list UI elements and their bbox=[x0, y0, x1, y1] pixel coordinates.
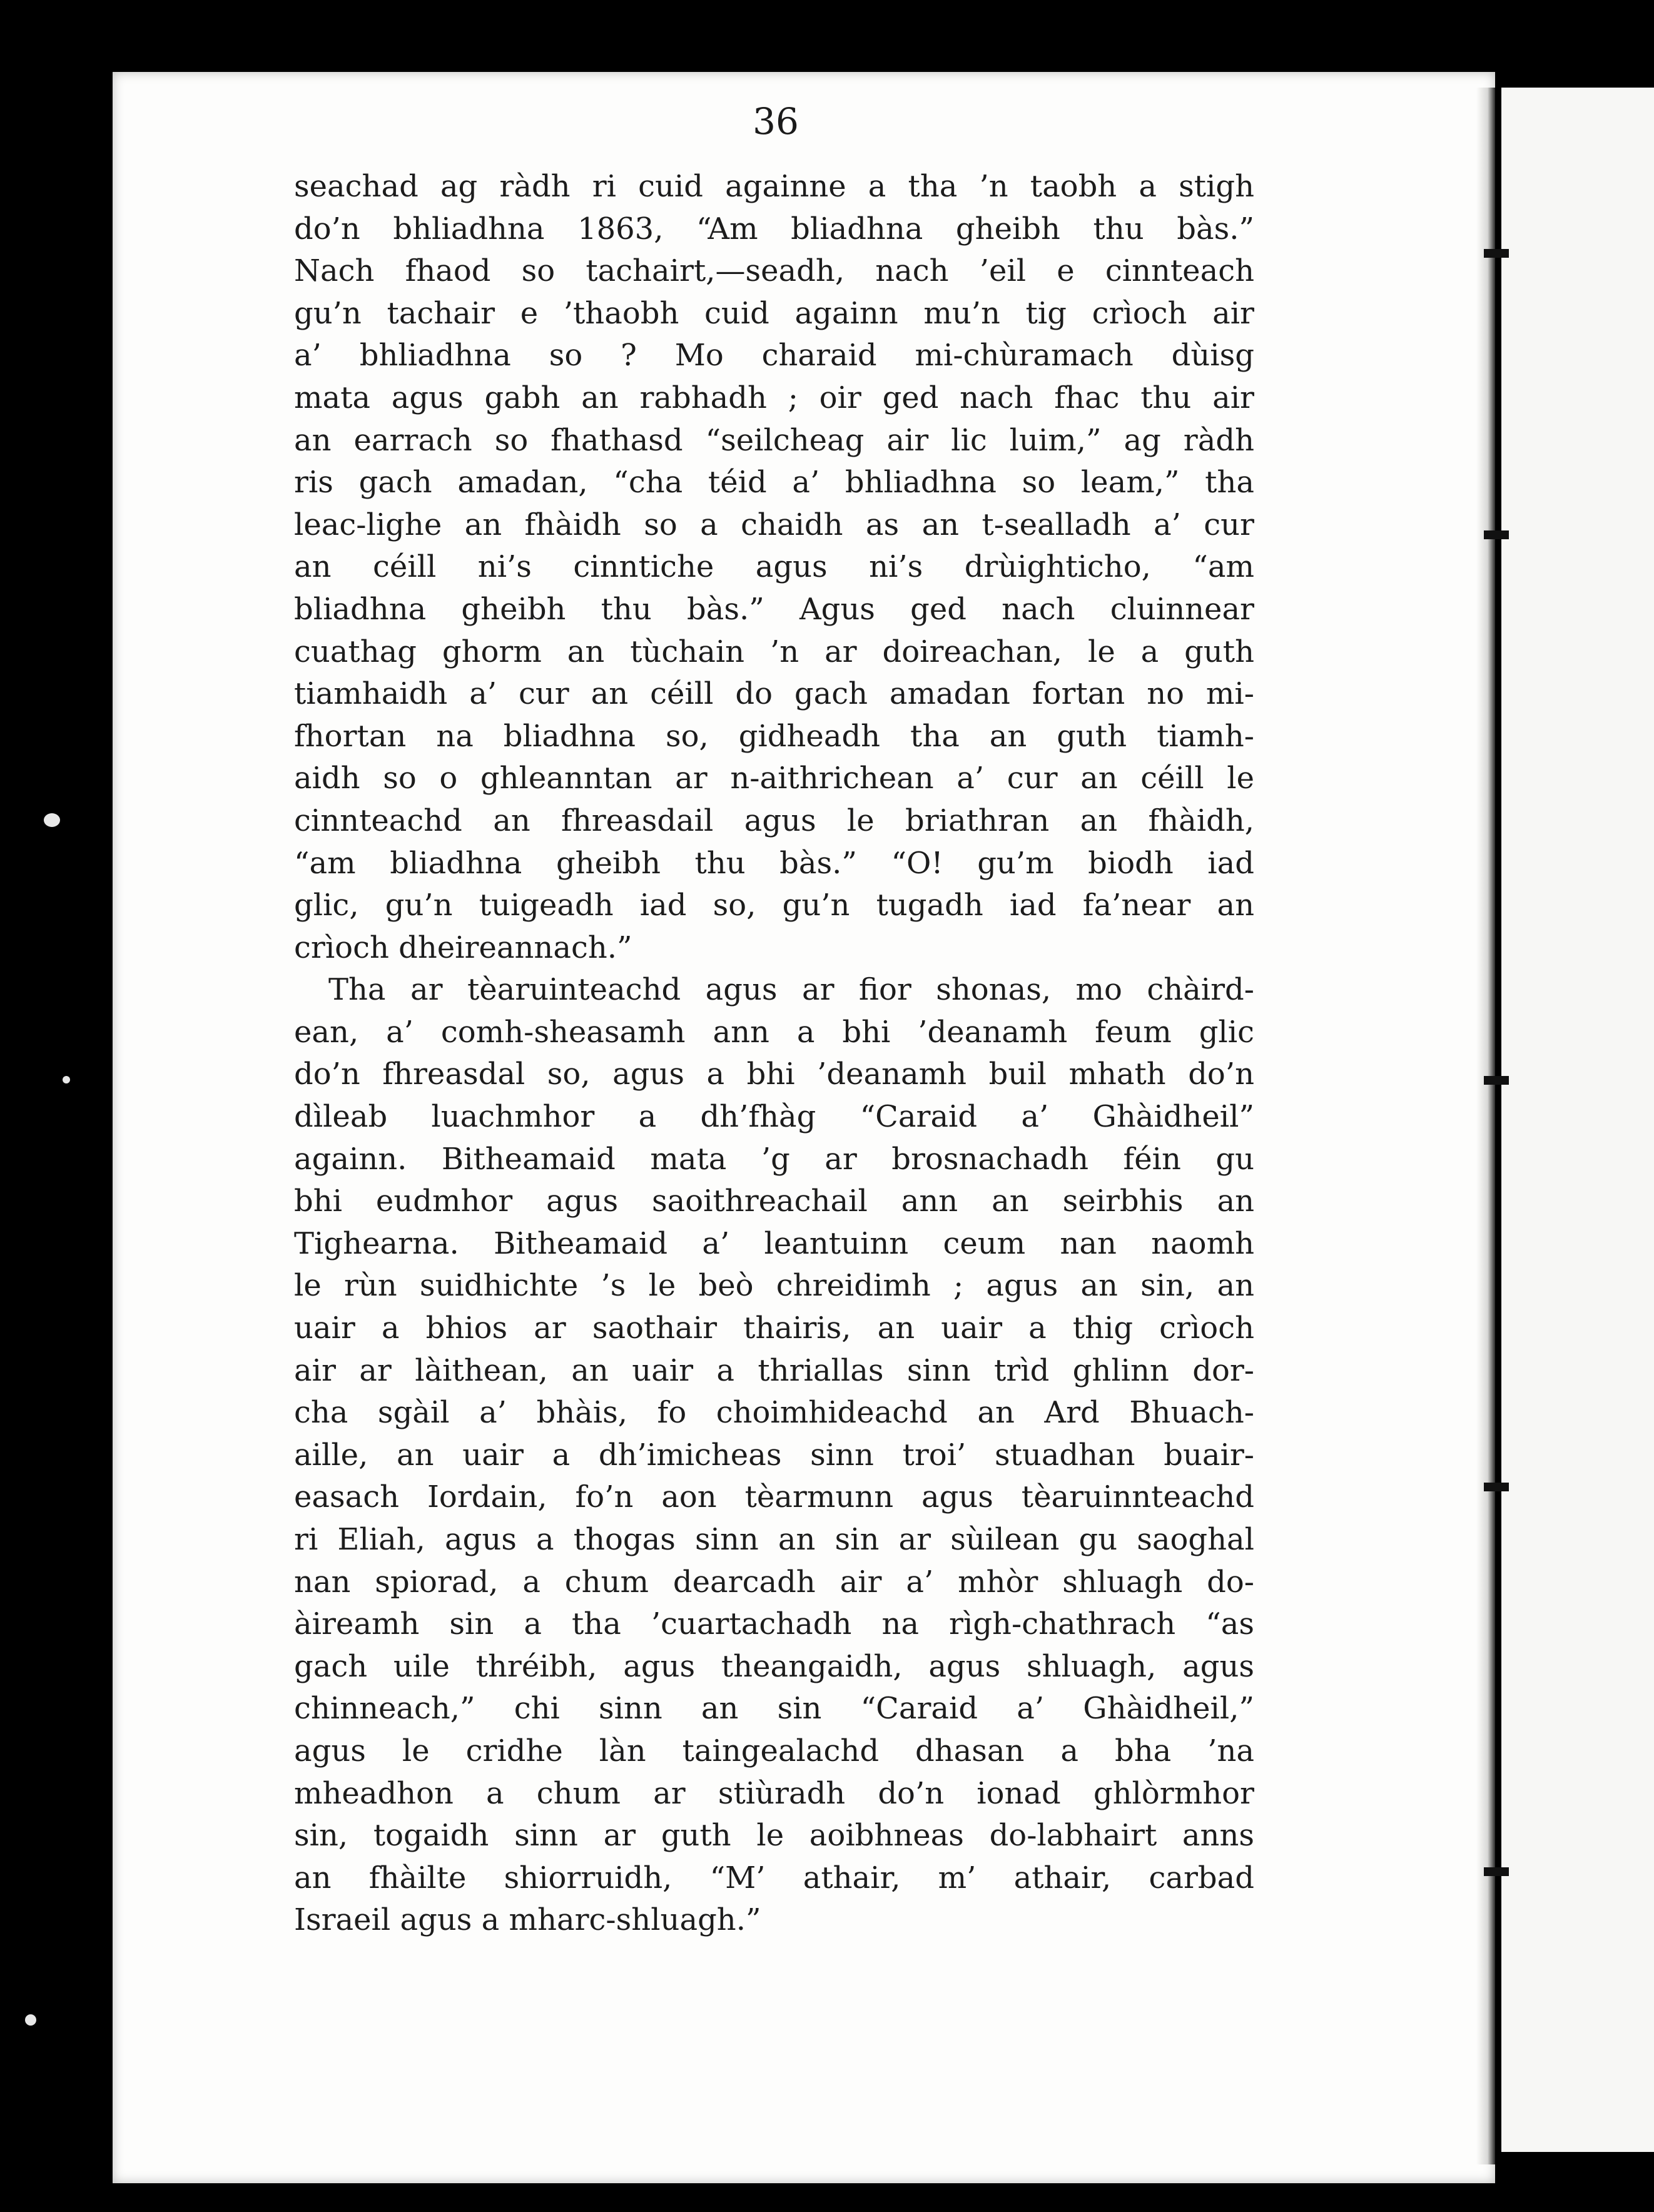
text-line: tiamhaidh a’ cur an céill do gach amadan fortan no mi- bbox=[294, 676, 1254, 712]
text-line: bliadhna gheibh thu bàs.” Agus ged nach cluinnear bbox=[294, 591, 1254, 627]
text-line: aidh so o ghleanntan ar n-aithrichean a’ cur an céill le bbox=[294, 761, 1254, 796]
paragraph-2 bbox=[294, 969, 1254, 1942]
text-line: àireamh sin a tha ’cuartachadh na rìgh-chathrach “as bbox=[294, 1606, 1254, 1642]
paragraph-1 bbox=[294, 166, 1254, 969]
text-line: gu’n tachair e ’thaobh cuid againn mu’n tig crìoch air bbox=[294, 295, 1254, 331]
text-line: aille, an uair a dh’imicheas sinn troi’ stuadhan buair- bbox=[294, 1437, 1254, 1473]
body-text bbox=[294, 166, 1254, 1942]
binding-thread-mark bbox=[1484, 530, 1509, 539]
text-line: agus le cridhe làn taingealachd dhasan a bha ’na bbox=[294, 1733, 1254, 1768]
text-line: Tha ar tèaruinteachd agus ar fior shonas, mo chàird- bbox=[328, 972, 1254, 1008]
text-line: seachad ag ràdh ri cuid againne a tha ’n taobh a stigh bbox=[294, 169, 1254, 204]
binding-thread-mark bbox=[1484, 1483, 1509, 1491]
scan-speck bbox=[25, 2014, 36, 2026]
text-line: an céill ni’s cinntiche agus ni’s drùighticho, “am bbox=[294, 549, 1254, 585]
text-line: an fhàilte shiorruidh, “M’ athair, m’ athair, carbad bbox=[294, 1860, 1254, 1895]
text-line: mheadhon a chum ar stiùradh do’n ionad ghlòrmhor bbox=[294, 1775, 1254, 1811]
text-line: Israeil agus a mharc-shluagh.” bbox=[294, 1902, 761, 1938]
adjacent-page-edge bbox=[1501, 88, 1654, 2152]
text-line: cha sgàil a’ bhàis, fo choimhideachd an Ard Bhuach- bbox=[294, 1395, 1254, 1431]
text-line: an earrach so fhathasd “seilcheag air lic luim,” ag ràdh bbox=[294, 422, 1254, 458]
page-gutter bbox=[1476, 88, 1495, 2164]
text-line: “am bliadhna gheibh thu bàs.” “O! gu’m biodh iad bbox=[294, 845, 1254, 881]
text-line: mata agus gabh an rabhadh ; oir ged nach fhac thu air bbox=[294, 380, 1254, 415]
text-line: uair a bhios ar saothair thairis, an uair a thig crìoch bbox=[294, 1311, 1254, 1346]
text-line: ean, a’ comh-sheasamh ann a bhi ’deanamh feum glic bbox=[294, 1014, 1254, 1050]
text-line: bhi eudmhor agus saoithreachail ann an seirbhis an bbox=[294, 1184, 1254, 1219]
page-number: 36 bbox=[753, 100, 799, 143]
text-line: gach uile thréibh, agus theangaidh, agus shluagh, agus bbox=[294, 1648, 1254, 1684]
binding-thread-mark bbox=[1484, 1867, 1509, 1876]
text-line: nan spiorad, a chum dearcadh air a’ mhòr shluagh do- bbox=[294, 1564, 1254, 1600]
text-line: air ar làithean, an uair a thriallas sinn trìd ghlinn dor- bbox=[294, 1352, 1254, 1388]
text-line: sin, togaidh sinn ar guth le aoibhneas do-labhairt anns bbox=[294, 1818, 1254, 1854]
text-line: Tighearna. Bitheamaid a’ leantuinn ceum nan naomh bbox=[294, 1225, 1254, 1261]
text-line: dìleab luachmhor a dh’fhàg “Caraid a’ Ghàidheil” bbox=[294, 1099, 1254, 1135]
text-line: againn. Bitheamaid mata ’g ar brosnachadh féin gu bbox=[294, 1141, 1254, 1177]
text-line: leac-lighe an fhàidh so a chaidh as an t-sealladh a’ cur bbox=[294, 507, 1254, 542]
text-line: fhortan na bliadhna so, gidheadh tha an guth tiamh- bbox=[294, 718, 1254, 754]
text-line: cuathag ghorm an tùchain ’n ar doireachan, le a guth bbox=[294, 634, 1254, 669]
text-line: a’ bhliadhna so ? Mo charaid mi-chùramach dùisg bbox=[294, 338, 1254, 373]
binding-thread-mark bbox=[1484, 249, 1509, 258]
text-line: cinnteachd an fhreasdail agus le briathran an fhàidh, bbox=[294, 803, 1254, 838]
binding-thread-mark bbox=[1484, 1076, 1509, 1085]
text-line: crìoch dheireannach.” bbox=[294, 930, 632, 965]
text-line: Nach fhaod so tachairt,—seadh, nach ’eil e cinnteach bbox=[294, 253, 1254, 289]
text-line: ri Eliah, agus a thogas sinn an sin ar sùilean gu saoghal bbox=[294, 1522, 1254, 1557]
text-line: glic, gu’n tuigeadh iad so, gu’n tugadh iad fa’near an bbox=[294, 888, 1254, 923]
text-line: ris gach amadan, “cha téid a’ bhliadhna so leam,” tha bbox=[294, 465, 1254, 500]
text-line: chinneach,” chi sinn an sin “Caraid a’ Ghàidheil,” bbox=[294, 1691, 1254, 1727]
scan-speck bbox=[44, 813, 60, 827]
text-line: do’n fhreasdal so, agus a bhi ’deanamh buil mhath do’n bbox=[294, 1057, 1254, 1092]
text-line: do’n bhliadhna 1863, “Am bliadhna gheibh thu bàs.” bbox=[294, 211, 1254, 246]
scan-speck bbox=[63, 1076, 70, 1083]
text-line: le rùn suidhichte ’s le beò chreidimh ; agus an sin, an bbox=[294, 1268, 1254, 1304]
text-line: easach Iordain, fo’n aon tèarmunn agus tèaruinnteachd bbox=[294, 1479, 1254, 1515]
